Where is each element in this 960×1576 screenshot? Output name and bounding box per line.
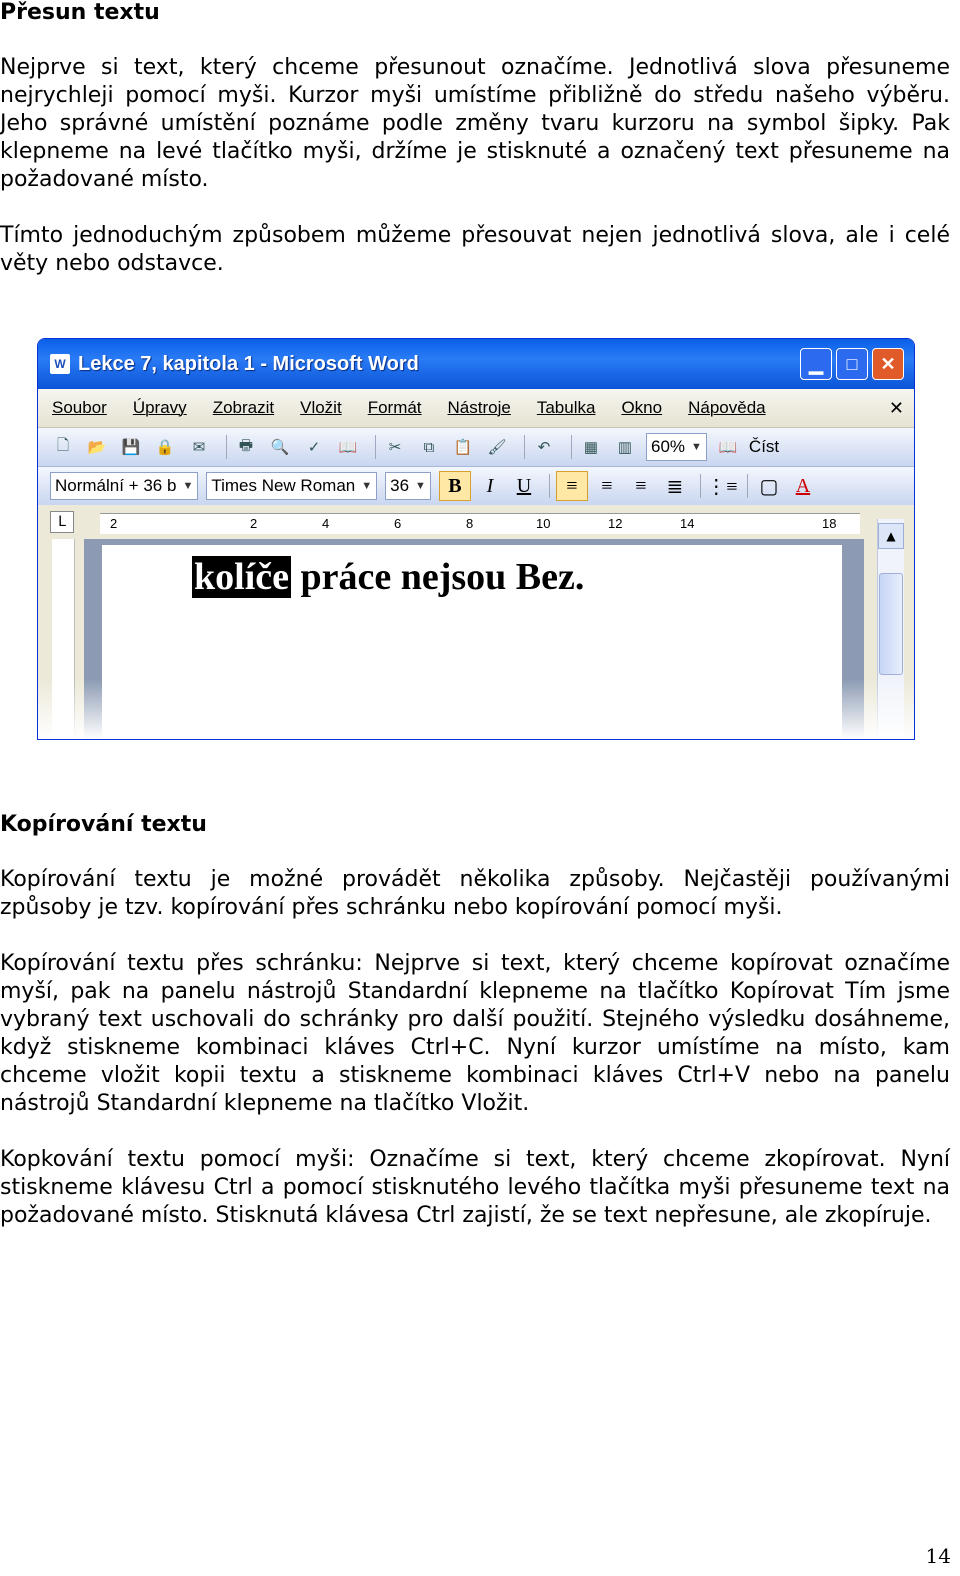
tab-selector[interactable]: L: [50, 511, 74, 533]
font-size-select[interactable]: 36 ▼: [385, 472, 431, 500]
menu-vlozit[interactable]: Vložit: [300, 398, 342, 417]
menu-upravy[interactable]: Úpravy: [132, 398, 187, 417]
selected-text[interactable]: kolíče: [194, 556, 289, 598]
menu-soubor[interactable]: Soubor: [52, 398, 107, 417]
align-left-icon[interactable]: ≡: [556, 471, 588, 501]
menu-okno[interactable]: Okno: [621, 398, 663, 417]
open-folder-icon[interactable]: 📂: [87, 439, 107, 456]
save-icon[interactable]: 💾: [121, 439, 141, 456]
font-select[interactable]: Times New Roman ▼: [206, 472, 377, 500]
copy-icon[interactable]: ⧉: [423, 438, 435, 456]
justify-icon[interactable]: ≣: [666, 475, 684, 498]
format-painter-icon[interactable]: 🖌: [487, 439, 507, 456]
italic-button[interactable]: I: [486, 474, 494, 497]
read-icon[interactable]: 📖: [718, 439, 738, 456]
menu-nastroje[interactable]: Nástroje: [447, 398, 511, 417]
paragraph-copy-2: Kopírování textu přes schránku: Nejprve si text, který chceme kopírovat označíme myší, pak na panelu nástrojů Standardní klepneme na tlačítko Kopírovat Tím jsme vybraný text uschovali do schránky pro další použití. Stejného výsledku dosáhneme, když stiskneme kombinaci kláves Ctrl+C. Nyní kurzor umístíme na místo, kam chceme vložit kopii textu a stiskneme kombinaci kláves Ctrl+V nebo na panelu nástrojů Standardní klepneme na tlačítko Vložit.: [0, 951, 950, 1116]
menu-zobrazit[interactable]: Zobrazit: [212, 398, 275, 417]
section-heading-copy: Kopírování textu: [0, 812, 207, 837]
document-text: [192, 555, 584, 599]
read-button-label[interactable]: Číst: [748, 437, 780, 456]
underline-button[interactable]: U: [516, 474, 532, 497]
menu-napoveda[interactable]: Nápověda: [688, 398, 766, 417]
font-color-icon[interactable]: A: [795, 474, 811, 497]
permission-icon[interactable]: 🔒: [155, 439, 175, 456]
document-close-icon[interactable]: ✕: [888, 397, 904, 418]
undo-icon[interactable]: ↶: [537, 439, 551, 456]
menu-bar: [38, 389, 914, 428]
style-select[interactable]: Normální + 36 b ▼: [50, 472, 198, 500]
ruler-mark: 12: [608, 516, 623, 531]
scroll-up-icon[interactable]: ▲: [878, 523, 904, 549]
zoom-select[interactable]: 60% ▼: [646, 433, 707, 461]
ruler-mark: 14: [680, 516, 695, 531]
borders-icon[interactable]: ▢: [759, 475, 779, 498]
paste-icon[interactable]: 📋: [453, 439, 473, 456]
research-icon[interactable]: 📖: [338, 439, 358, 456]
numbering-icon[interactable]: ⋮≡: [706, 475, 738, 498]
section-heading-move: Přesun textu: [0, 0, 160, 25]
standard-toolbar: [38, 428, 914, 467]
ruler-mark: 2: [250, 516, 258, 531]
menu-tabulka[interactable]: Tabulka: [536, 398, 596, 417]
align-right-icon[interactable]: ≡: [635, 474, 647, 497]
bold-button[interactable]: B: [439, 471, 471, 501]
paragraph-move-1: Nejprve si text, který chceme přesunout označíme. Jednotlivá slova přesuneme nejrychleji pomocí myši. Kurzor myši umístíme přibližně do středu našeho výběru. Jeho správné umístění poznáme podle změny tvaru kurzoru na symbol šipky. Pak klepneme na levé tlačítko myši, držíme je stisknuté a označený text přesuneme na požadované místo.: [0, 55, 950, 192]
word-app-icon: W: [50, 354, 70, 374]
ruler-mark: 6: [394, 516, 402, 531]
maximize-button[interactable]: □: [836, 348, 868, 380]
align-center-icon[interactable]: ≡: [601, 474, 613, 497]
ruler-mark: 10: [536, 516, 551, 531]
ruler-mark: 2: [110, 516, 118, 531]
formatting-toolbar: [38, 467, 914, 506]
cut-icon[interactable]: ✂: [388, 439, 402, 456]
menu-format[interactable]: Formát: [367, 398, 422, 417]
page-number: 14: [925, 1544, 951, 1568]
title-bar: [38, 339, 914, 389]
word-window-screenshot: [37, 338, 915, 740]
paragraph-copy-1: Kopírování textu je možné provádět několika způsoby. Nejčastěji používanými způsoby je tzv. kopírování přes schránku nebo kopírování pomocí myši.: [0, 867, 950, 920]
paragraph-move-2: Tímto jednoduchým způsobem můžeme přesouvat nejen jednotlivá slova, ale i celé věty nebo odstavce.: [0, 223, 950, 276]
ruler-mark: 8: [466, 516, 474, 531]
columns-icon[interactable]: ▥: [617, 439, 633, 456]
minimize-button[interactable]: ▁: [800, 348, 832, 380]
print-preview-icon[interactable]: 🔍: [270, 439, 290, 456]
scroll-thumb[interactable]: [879, 573, 903, 675]
paragraph-copy-3: Kopkování textu pomocí myši: Označíme si text, který chceme zkopírovat. Nyní stiskneme klávesu Ctrl a pomocí stisknutého levého tlačítka myši přesuneme text na požadované místo. Stisknutá klávesa Ctrl zajistí, že se text nepřesune, ale zkopíruje.: [0, 1147, 950, 1228]
ruler-mark: 4: [322, 516, 330, 531]
close-button[interactable]: ✕: [872, 348, 904, 380]
unselected-text: práce nejsou Bez.: [290, 556, 585, 598]
new-document-icon[interactable]: 🗋: [56, 436, 70, 454]
horizontal-ruler: [38, 505, 914, 539]
window-title: Lekce 7, kapitola 1 - Microsoft Word: [78, 352, 419, 375]
insert-table-icon[interactable]: ▦: [583, 439, 599, 456]
email-icon[interactable]: ✉: [192, 439, 206, 456]
spelling-icon[interactable]: ✓: [307, 439, 321, 456]
ruler-mark: 18: [822, 516, 837, 531]
print-icon[interactable]: 🖶: [238, 436, 254, 454]
